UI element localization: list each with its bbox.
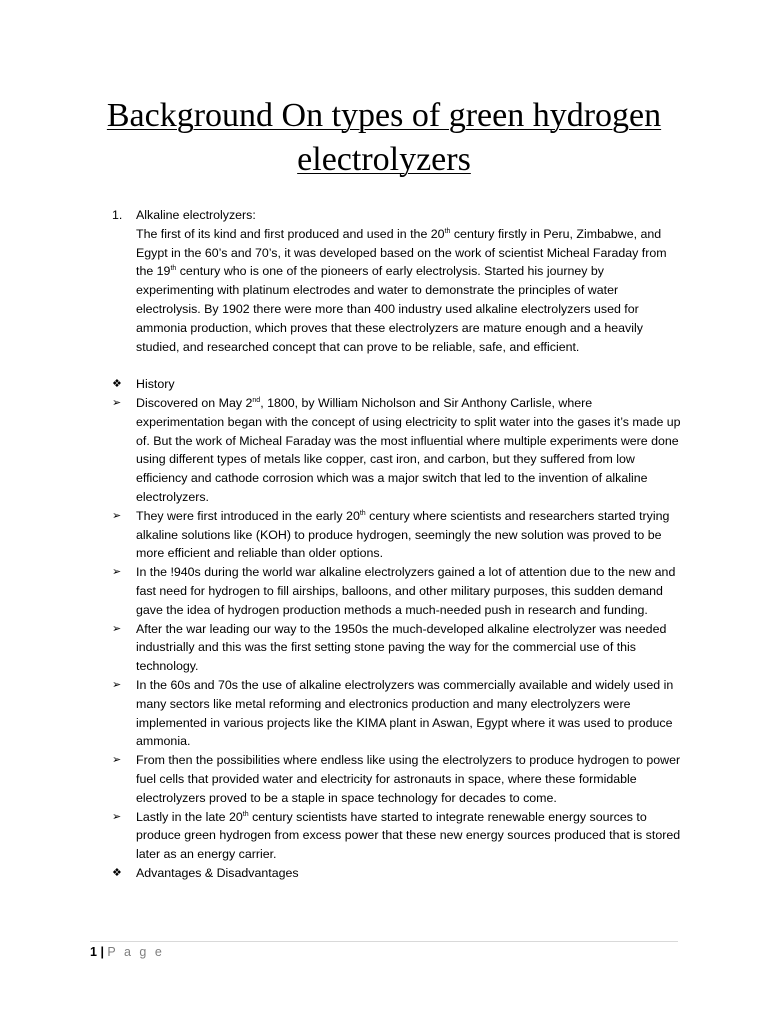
title-line-2: electrolyzers xyxy=(297,141,471,178)
page-number: 1 xyxy=(90,945,97,959)
title-line-1: Background On types of green hydrogen xyxy=(106,97,662,134)
arrow-bullet-icon: ➢ xyxy=(112,810,122,823)
list-item-history xyxy=(112,375,682,394)
list-item: ➢ After the war leading our way to the 1950s the much-developed alkaline electrolyzer was needed industrially and this was the first setting stone paving the way for the commercial use of this technology. xyxy=(112,620,682,676)
section-paragraph: The first of its kind and first produced and used in the 20th century firstly in Peru, Zimbabwe, and Egypt in the 60’s and 70’s, it was developed based on the work of scientist Micheal Faraday from the 19th century who is one of the pioneers of early electrolysis. Started his journey by experimenting with platinum electrodes and water to demonstrate the principles of water electrolysis. By 1902 there were more than 400 industry used alkaline electrolyzers used for ammonia production, which proves that these electrolyzers are mature enough and a heavily studied, and researched concept that can prove to be reliable, safe, and efficient. xyxy=(136,226,667,354)
list-item: ➢ In the 60s and 70s the use of alkaline electrolyzers was commercially available and widely used in many sectors like metal reforming and electronics production and many electrolyzers were implemented in various projects like the KIMA plant in Aswan, Egypt where it was used to produce ammonia. xyxy=(112,676,682,751)
footer-separator: | xyxy=(100,945,104,959)
list-item: ➢ They were first introduced in the early 20th century where scientists and researchers started trying alkaline solutions like (KOH) to produce hydrogen, seemingly the new solution was proved to be more efficient and reliable than older options. xyxy=(112,507,682,563)
page-label: P a g e xyxy=(107,945,165,959)
arrow-bullet-icon: ➢ xyxy=(112,509,122,522)
diamond-bullet-icon: ❖ xyxy=(112,378,122,391)
page-footer xyxy=(90,944,164,960)
list-item: ➢ Discovered on May 2nd, 1800, by William Nicholson and Sir Anthony Carlisle, where experimentation began with the concept of using electricity to split water into the gases it’s made up of. But the work of Micheal Faraday was the most influential where multiple experiments were done using different types of metals like copper, cast iron, and carbon, but they suffered from low efficiency and cathode corrosion which was a major switch that led to the invention of alkaline electrolyzers. xyxy=(112,394,682,507)
advantages-heading: Advantages & Disadvantages xyxy=(136,865,299,880)
list-item-advantages xyxy=(112,864,682,883)
arrow-bullet-icon: ➢ xyxy=(112,754,122,767)
arrow-bullet-icon: ➢ xyxy=(112,622,122,635)
section-heading: Alkaline electrolyzers: xyxy=(136,208,256,222)
list-number: 1. xyxy=(112,208,123,222)
list-item: ➢ From then the possibilities where endless like using the electrolyzers to produce hydrogen to power fuel cells that provided water and electricity for astronauts in space, where these formidable electrolyzers proved to be a staple in space technology for decades to come. xyxy=(112,751,682,807)
document-body xyxy=(112,206,682,883)
page-title xyxy=(0,94,768,182)
arrow-bullet-icon: ➢ xyxy=(112,396,122,409)
arrow-bullet-icon: ➢ xyxy=(112,566,122,579)
list-item: ➢ In the !940s during the world war alkaline electrolyzers gained a lot of attention due to the new and fast need for hydrogen to fill airships, balloons, and other military purposes, this sudden demand gave the idea of hydrogen production methods a much-needed push in research and funding. xyxy=(112,563,682,619)
diamond-bullet-icon: ❖ xyxy=(112,866,122,879)
footer-divider xyxy=(90,941,678,942)
history-heading: History xyxy=(136,377,175,392)
numbered-item-alkaline xyxy=(112,206,682,356)
list-item: ➢ Lastly in the late 20th century scientists have started to integrate renewable energy sources to produce green hydrogen from excess power that these new energy sources produced that is stored later as an energy carrier. xyxy=(112,808,682,864)
arrow-bullet-icon: ➢ xyxy=(112,678,122,691)
